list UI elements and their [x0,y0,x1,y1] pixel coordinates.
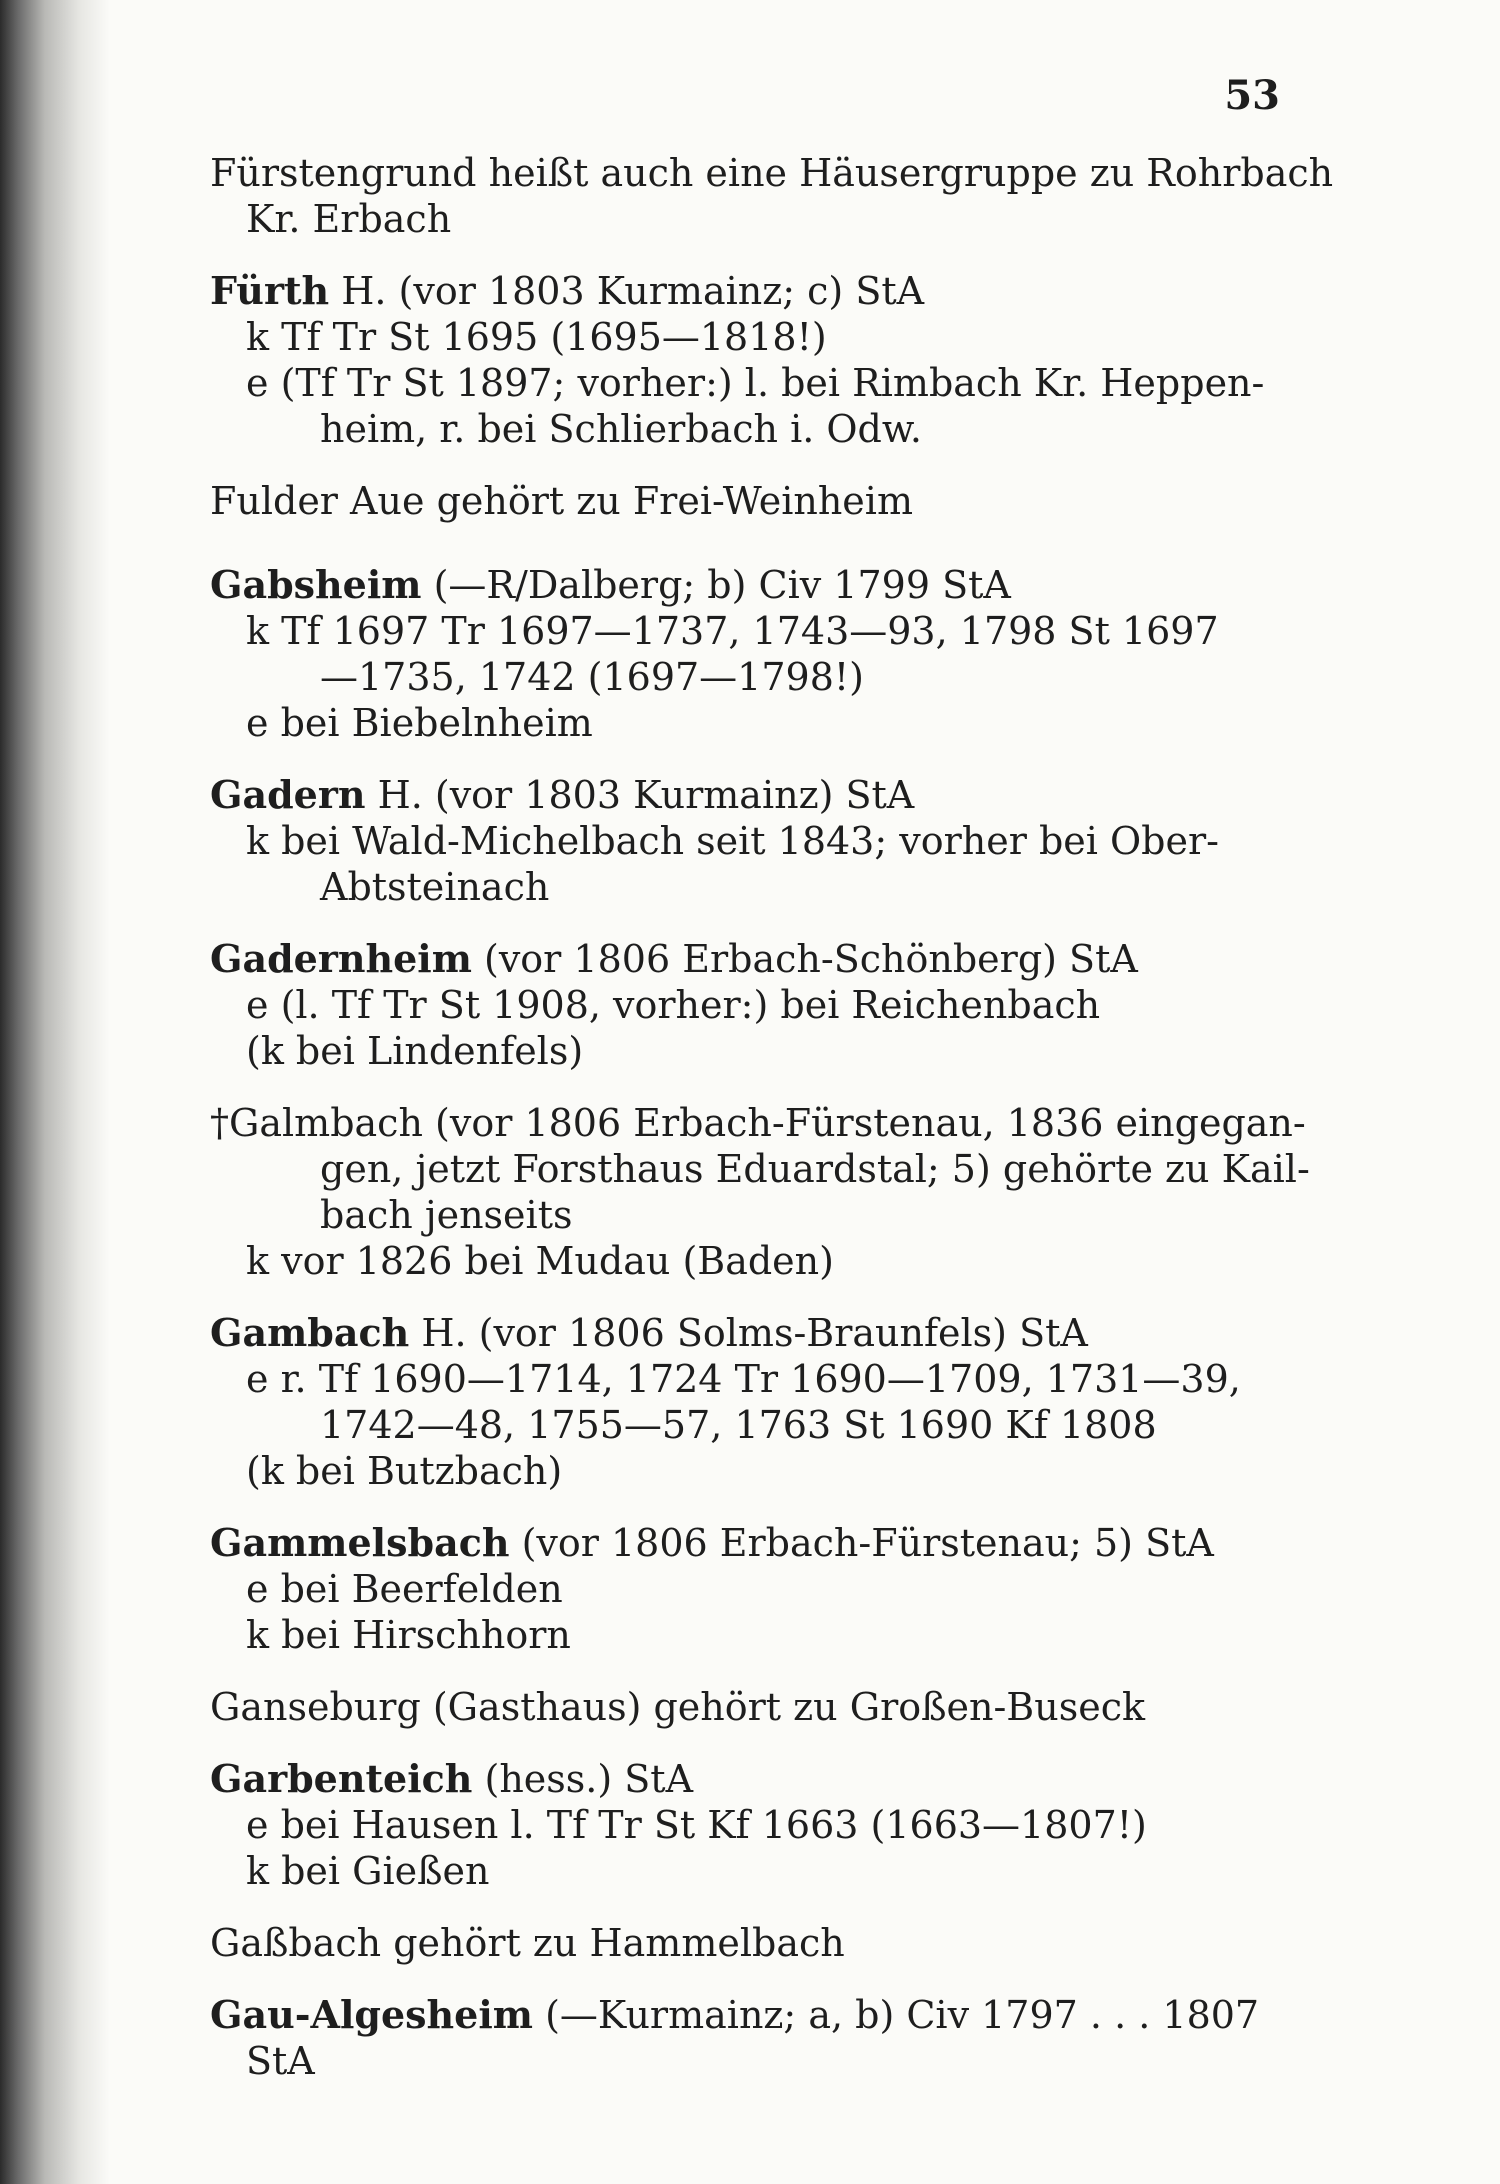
entry-text: gehört zu Hammelbach [393,1921,845,1965]
entry-text: (—R/Dalberg; b) Civ 1799 StA [433,563,1011,607]
entry-text: k bei Gießen [246,1849,490,1893]
entry-head: Gammelsbach [210,1520,510,1565]
entry-head: Ganseburg [210,1685,421,1729]
entry-text: Kr. Erbach [246,197,452,241]
entry-gambach [210,1310,1290,1494]
entry-gau-algesheim [210,1992,1290,2084]
entry-text: H. (vor 1803 Kurmainz) StA [377,773,915,817]
entry-garbenteich [210,1756,1290,1894]
entry-text: (k bei Butzbach) [246,1449,563,1493]
entry-gadernheim [210,936,1290,1074]
page-gutter-shadow [0,0,110,2184]
entry-text: e bei Hausen l. Tf Tr St Kf 1663 (1663—1807!) [246,1803,1147,1847]
entry-head: Fürstengrund [210,151,477,195]
entry-text: —1735, 1742 (1697—1798!) [320,655,864,699]
entry-text: (Gasthaus) gehört zu Großen-Buseck [432,1685,1146,1729]
entry-text: StA [246,2039,315,2083]
entry-text: e (l. Tf Tr St 1908, vorher:) bei Reichenbach [246,983,1101,1027]
entry-text: 1742—48, 1755—57, 1763 St 1690 Kf 1808 [320,1403,1157,1447]
entry-galmbach [210,1100,1310,1284]
entry-text: gehört zu Frei-Weinheim [436,479,913,523]
entry-text: k Tf Tr St 1695 (1695—1818!) [246,315,827,359]
entry-text: (vor 1806 Erbach-Fürstenau, 1836 eingegan- [435,1101,1306,1145]
entry-text: k Tf 1697 Tr 1697—1737, 1743—93, 1798 St 1697 [246,609,1219,653]
entry-text: H. (vor 1806 Solms-Braunfels) StA [421,1311,1088,1355]
entry-head: Gambach [210,1310,410,1355]
entry-text: (vor 1806 Erbach-Fürstenau; 5) StA [521,1521,1214,1565]
entry-fuerth [210,268,1290,452]
entry-gadern [210,772,1290,910]
entry-text: H. (vor 1803 Kurmainz; c) StA [341,269,925,313]
entry-text: k bei Wald-Michelbach seit 1843; vorher bei Ober- [246,819,1219,863]
entry-ganseburg [210,1684,1290,1730]
entry-gabsheim [210,562,1290,746]
entry-text: e bei Beerfelden [246,1567,563,1611]
gazetteer-entries [210,150,1334,2110]
entry-head: Gabsheim [210,562,422,607]
entry-fulder-aue [210,478,1290,524]
entry-gassbach [210,1920,1290,1966]
entry-head: Gadernheim [210,936,472,981]
entry-text: bach jenseits [320,1193,573,1237]
entry-text: heißt auch eine Häusergruppe zu Rohrbach [488,151,1334,195]
entry-text: heim, r. bei Schlierbach i. Odw. [320,407,922,451]
entry-head: †Galmbach [210,1101,423,1145]
entry-text: e bei Biebelnheim [246,701,593,745]
entry-gammelsbach [210,1520,1290,1658]
entry-head: Gaßbach [210,1921,382,1965]
entry-text: Abtsteinach [320,865,550,909]
entry-text: e r. Tf 1690—1714, 1724 Tr 1690—1709, 1731—39, [246,1357,1241,1401]
entry-head: Fulder Aue [210,479,425,523]
entry-text: (hess.) StA [484,1757,694,1801]
entry-text: (—Kurmainz; a, b) Civ 1797 . . . 1807 [545,1993,1260,2037]
entry-text: k vor 1826 bei Mudau (Baden) [246,1239,834,1283]
entry-text: (vor 1806 Erbach-Schönberg) StA [484,937,1138,981]
entry-head: Garbenteich [210,1756,473,1801]
entry-text: gen, jetzt Forsthaus Eduardstal; 5) gehörte zu Kail- [320,1147,1310,1191]
entry-text: e (Tf Tr St 1897; vorher:) l. bei Rimbach Kr. Heppen- [246,361,1265,405]
entry-fuerstengrund [210,150,1334,242]
entry-head: Gau-Algesheim [210,1992,533,2037]
entry-head: Fürth [210,268,330,313]
entry-head: Gadern [210,772,366,817]
entry-text: (k bei Lindenfels) [246,1029,584,1073]
entry-text: k bei Hirschhorn [246,1613,571,1657]
page-number: 53 [1224,72,1280,119]
